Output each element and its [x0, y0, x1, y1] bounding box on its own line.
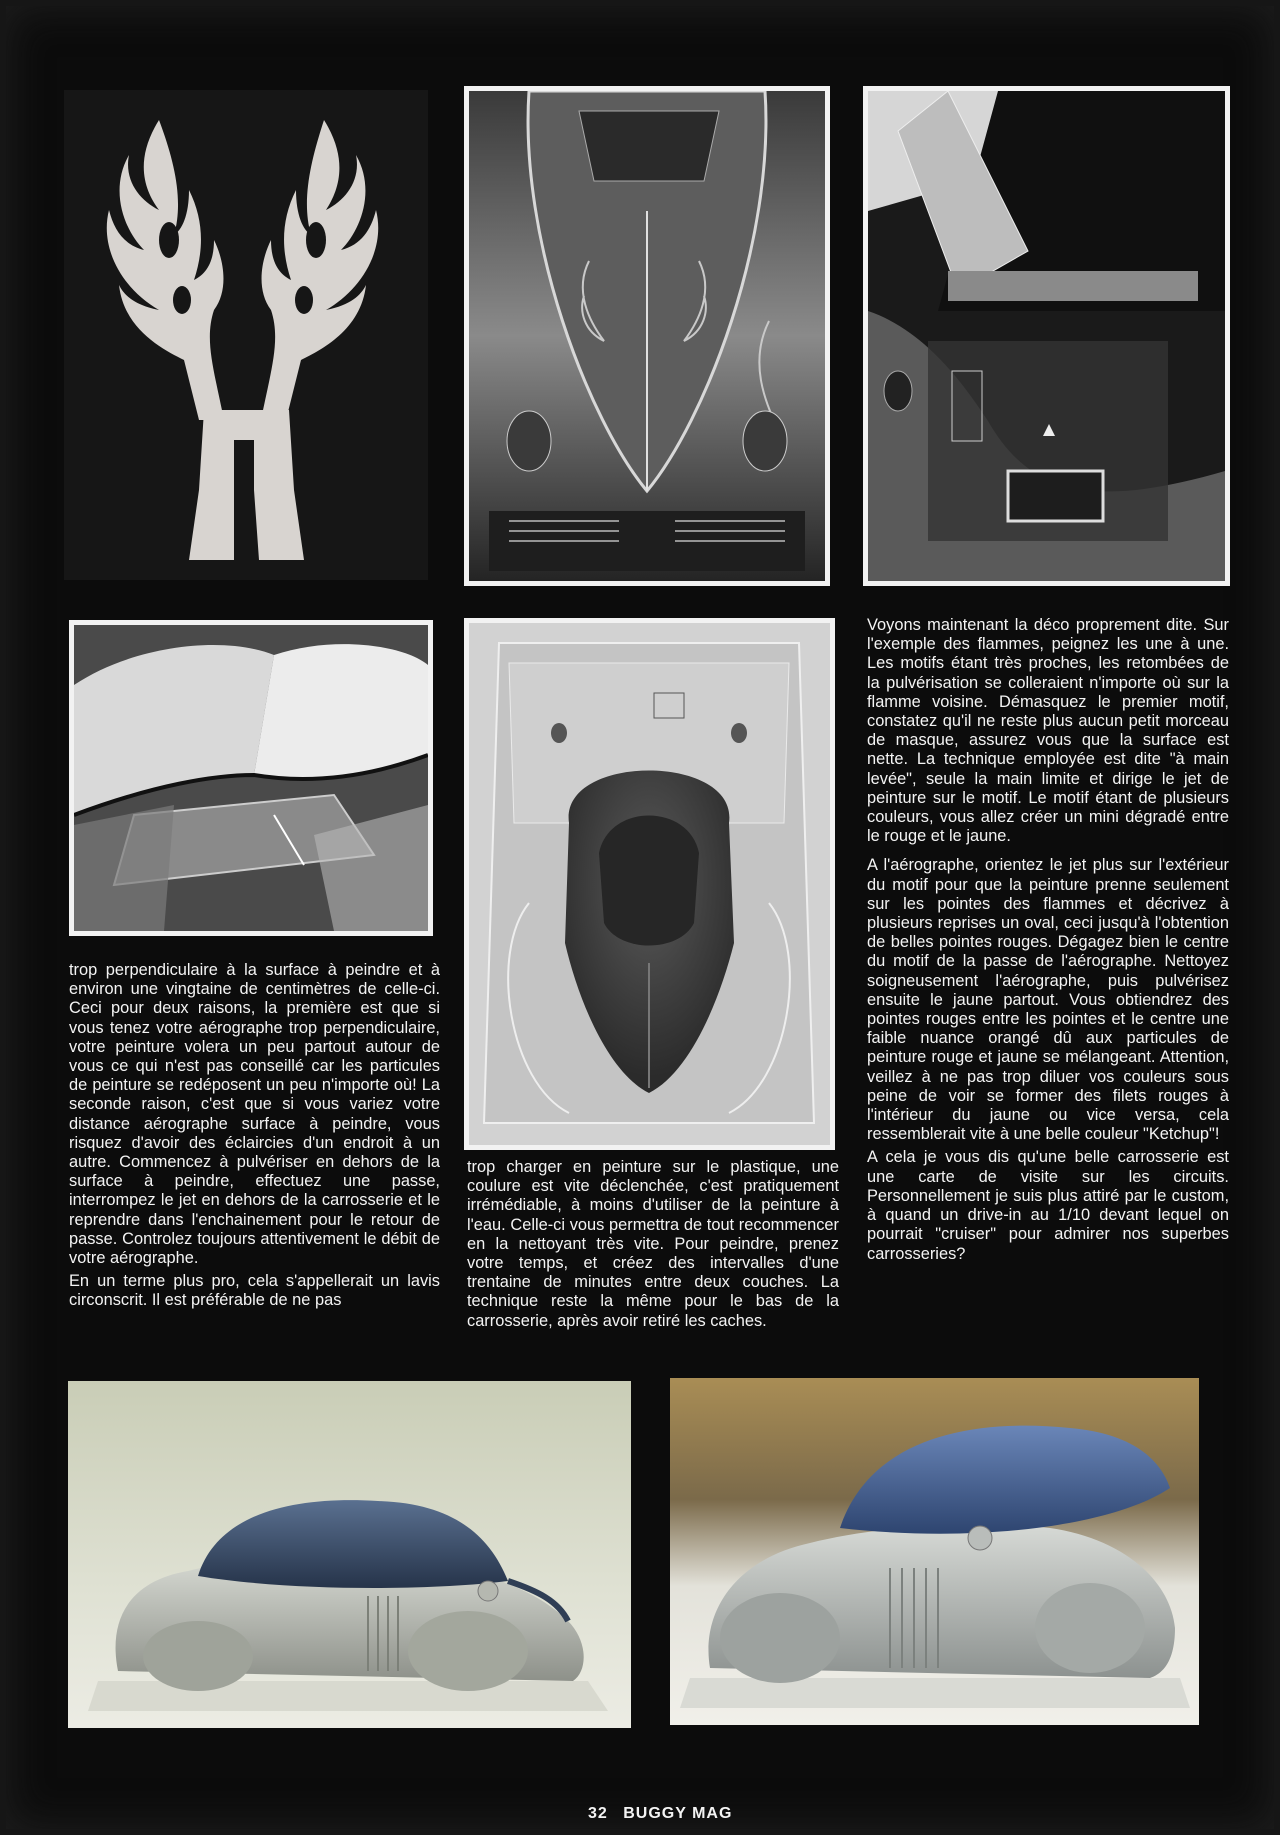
col1-paragraph-1: trop perpendiculaire à la surface à peindre et à environ une vingtaine de centimètres de celle-ci. Ceci pour deux raisons, la première est que si vous tenez votre aérographe trop perpendiculaire, votre peinture volera un peu partout autour de vous ce qui n'est pas conseillé car les particules de peinture se redéposent un peu n'importe où! La seconde raison, c'est que si vous variez votre distance aérographe surface à peindre, vous risquez d'avoir des éclaircies d'un endroit à un autre. Commencez à pulvériser en dehors de la surface à peindre, effectuez une passe, interrompez le jet en dehors de la carrosserie et le reprendre dans l'enchainement pour le retour de passe. Controlez toujours attentivement le débit de votre aérographe. — [69, 961, 440, 1268]
page-number: 32 — [588, 1805, 608, 1822]
photo-painted-car-right — [670, 1378, 1199, 1725]
photo-painted-car-left — [68, 1381, 631, 1728]
article-column-1 — [69, 961, 440, 1315]
clear-body-graphic — [469, 623, 830, 1145]
col2-paragraph-1: trop charger en peinture sur le plastique, une coulure est vite déclenchée, c'est pratiquement irrémédiable, à moins d'utiliser de la peinture à l'eau. Celle-ci vous permettra de tout recommencer en la nettoyant très vite. Pour peindre, prenez votre temps, et créez des intervalles d'une trentaine de minutes entre deux couches. La technique reste la même pour le bas de la carrosserie, après avoir retiré les caches. — [467, 1158, 839, 1330]
article-column-3 — [867, 616, 1229, 1268]
rear-body-graphic — [868, 91, 1225, 581]
photo-fender-masking — [69, 620, 433, 936]
page-footer — [588, 1805, 732, 1823]
col3-paragraph-2: A l'aérographe, orientez le jet plus sur l'extérieur du motif pour que la peinture prenne seulement sur les pointes des flammes et décrivez à plusieurs reprises un oval, ceci jusqu'à l'obtention de belles pointes rouges. Dégagez bien le centre du motif de la passe de l'aérographe. Nettoyez soigneusement l'aérographe, puis pulvérisez ensuite le jaune partout. Vous obtiendrez des pointes rouges entre les pointes et le centre une faible nuance orangé dû aux particules de peinture rouge et jaune se mélangeant. Attention, veillez à ne pas trop diluer vos couleurs sous peine de voir se former des filets rouges à l'intérieur du jaune ou vice versa, cela ressemblerait vite à une belle couleur "Ketchup"! — [867, 856, 1229, 1144]
col3-paragraph-1: Voyons maintenant la déco proprement dite. Sur l'exemple des flammes, peignez les une à une. Les motifs étant très proches, les retombées de la pulvérisation se colleraient n'importe où sur la flamme voisine. Démasquez le premier motif, constatez qu'il ne reste plus aucun petit morceau de masque, assurez vous que la surface est nette. La technique employée est dite "à main levée", seule la main limite et dirige le jet de peinture sur le motif. Le motif étant de plusieurs couleurs, vous allez créer un mini dégradé entre le rouge et le jaune. — [867, 616, 1229, 846]
col3-paragraph-3: A cela je vous dis qu'une belle carrosserie est une carte de visite sur les circuits. Personnellement je suis plus attiré par le custom, à quand un drive-in au 1/10 devant lequel on pourrait "cruiser" pour admirer nos superbes carrosseries? — [867, 1148, 1229, 1263]
magazine-name: BUGGY MAG — [623, 1805, 733, 1822]
article-column-2 — [467, 1158, 839, 1335]
photo-rear-body-masked — [863, 86, 1230, 586]
car-left-graphic — [68, 1381, 631, 1728]
fender-masking-graphic — [74, 625, 428, 931]
car-right-graphic — [670, 1378, 1199, 1725]
photo-flame-stencil — [64, 90, 428, 580]
photo-hood-flames-masked — [464, 86, 830, 586]
flame-stencil-graphic — [64, 90, 428, 580]
photo-clear-body-topview — [464, 618, 835, 1150]
hood-body-graphic — [469, 91, 825, 581]
col1-paragraph-2: En un terme plus pro, cela s'appellerait un lavis circonscrit. Il est préférable de ne pas — [69, 1272, 440, 1310]
